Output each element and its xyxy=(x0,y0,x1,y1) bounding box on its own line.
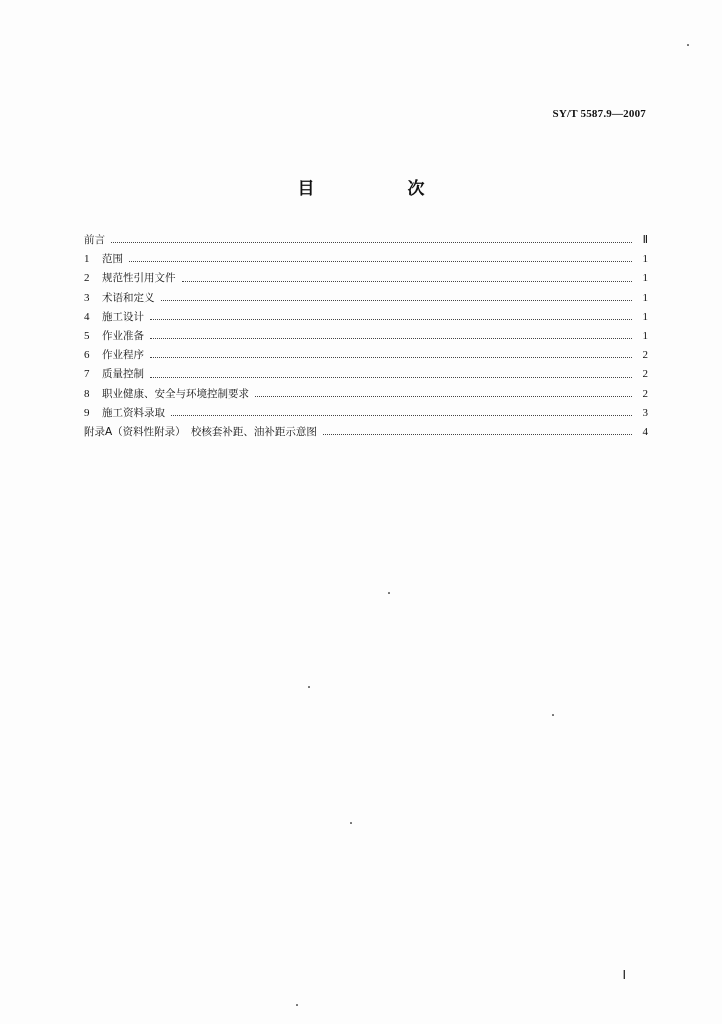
toc-label: 质量控制 xyxy=(102,368,144,381)
toc-label: 施工设计 xyxy=(102,310,144,323)
toc-number: 3 xyxy=(84,291,90,304)
toc-label: 规范性引用文件 xyxy=(102,272,176,285)
toc-number: 5 xyxy=(84,329,90,342)
toc-label: 作业准备 xyxy=(102,329,144,342)
toc-entry-foreword[interactable] xyxy=(84,232,648,251)
dot-leader xyxy=(171,414,632,416)
toc-entry-construction-design[interactable] xyxy=(84,309,648,328)
toc-number: 8 xyxy=(84,387,90,400)
toc-page-number: 3 xyxy=(642,406,648,419)
scan-speck xyxy=(687,44,689,46)
toc-page-number: 1 xyxy=(642,329,648,342)
scan-speck xyxy=(552,714,554,716)
toc-page-number: 2 xyxy=(642,349,648,362)
scan-speck xyxy=(296,1004,298,1006)
dot-leader xyxy=(161,299,633,301)
toc-entry-terms-definitions[interactable] xyxy=(84,290,648,309)
page-number: Ⅰ xyxy=(622,968,626,982)
toc-page-number: 1 xyxy=(642,291,648,304)
toc-number: 1 xyxy=(84,253,90,266)
toc-page-number: Ⅱ xyxy=(642,234,648,246)
toc-page-number: 1 xyxy=(642,272,648,285)
dot-leader xyxy=(129,260,632,262)
scan-speck xyxy=(350,822,352,824)
toc-entry-data-recording[interactable] xyxy=(84,405,648,424)
toc-page-number: 2 xyxy=(642,368,648,381)
dot-leader xyxy=(150,337,632,339)
dot-leader xyxy=(150,356,632,358)
scan-speck xyxy=(388,592,390,594)
dot-leader xyxy=(255,395,632,397)
page-title: 目 次 xyxy=(297,179,463,199)
table-of-contents xyxy=(84,232,648,443)
toc-entry-normative-references[interactable] xyxy=(84,270,648,289)
toc-page-number: 4 xyxy=(642,425,648,438)
toc-page-number: 1 xyxy=(642,310,648,323)
dot-leader xyxy=(150,318,632,320)
toc-label: 术语和定义 xyxy=(102,291,155,304)
toc-entry-appendix-a[interactable] xyxy=(84,424,648,443)
toc-entry-scope[interactable] xyxy=(84,251,648,270)
toc-label: 作业程序 xyxy=(102,349,144,362)
toc-page-number: 1 xyxy=(642,253,648,266)
dot-leader xyxy=(111,241,632,243)
toc-number: 2 xyxy=(84,272,90,285)
dot-leader xyxy=(182,280,633,282)
standard-code: SY/T 5587.9—2007 xyxy=(552,108,646,120)
toc-label: 范围 xyxy=(102,253,123,266)
scan-speck xyxy=(308,686,310,688)
toc-entry-preparation[interactable] xyxy=(84,328,648,347)
toc-number: 4 xyxy=(84,310,90,323)
toc-page-number: 2 xyxy=(642,387,648,400)
toc-label: 职业健康、安全与环境控制要求 xyxy=(102,387,249,400)
toc-entry-procedure[interactable] xyxy=(84,347,648,366)
toc-number: 9 xyxy=(84,406,90,419)
toc-number: 6 xyxy=(84,349,90,362)
toc-label: 前言 xyxy=(84,234,105,246)
toc-label: 施工资料录取 xyxy=(102,406,165,419)
toc-entry-quality-control[interactable] xyxy=(84,366,648,385)
dot-leader xyxy=(323,433,632,435)
dot-leader xyxy=(150,376,632,378)
toc-number: 7 xyxy=(84,368,90,381)
toc-entry-hse-requirements[interactable] xyxy=(84,386,648,405)
toc-label: 附录A（资料性附录） 校核套补距、油补距示意图 xyxy=(84,425,317,438)
